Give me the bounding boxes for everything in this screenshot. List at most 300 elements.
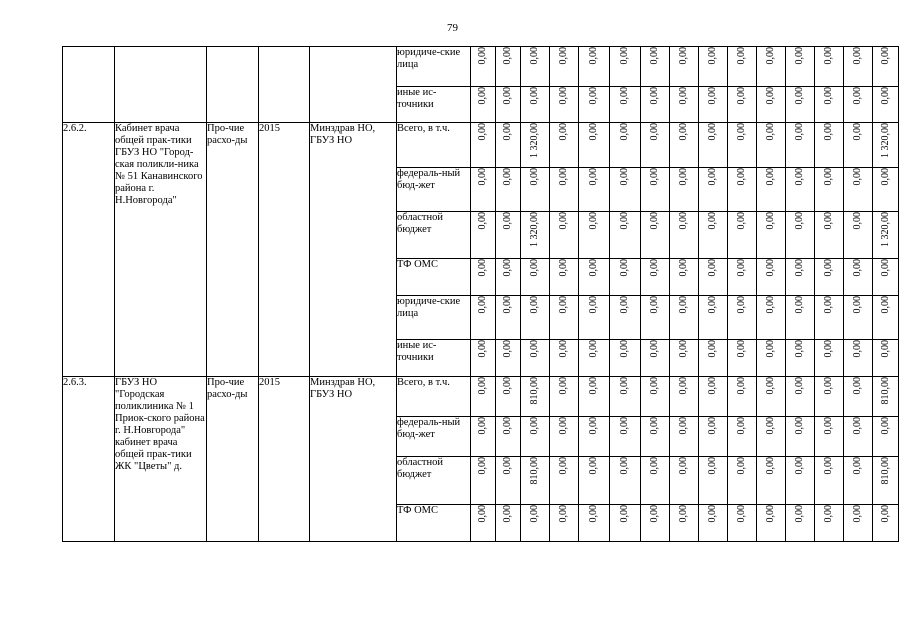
value-cell [670, 457, 699, 505]
value-cell [815, 340, 844, 377]
value-cell [699, 47, 728, 87]
value-text: 0,00 [558, 505, 569, 523]
item-name [115, 47, 207, 123]
value-text: 1 320,00 [879, 212, 891, 247]
value-cell [757, 505, 786, 542]
value-cell [471, 296, 496, 340]
value-text: 0,00 [558, 123, 569, 141]
value-cell [728, 168, 757, 212]
value-text: 0,00 [529, 296, 540, 314]
value-cell [728, 259, 757, 296]
item-code [63, 47, 115, 123]
value-text: 0,00 [879, 417, 891, 435]
value-cell [521, 168, 550, 212]
value-text: 0,00 [558, 259, 569, 277]
value-cell [670, 259, 699, 296]
value-cell [757, 259, 786, 296]
value-cell [471, 457, 496, 505]
value-text: 0,00 [678, 212, 689, 230]
value-cell [550, 377, 579, 417]
value-text: 0,00 [736, 457, 747, 475]
budget-table [62, 46, 899, 542]
value-text: 0,00 [588, 417, 599, 435]
value-cell [873, 417, 899, 457]
value-text: 0,00 [477, 259, 488, 277]
value-cell [786, 87, 815, 123]
value-text: 0,00 [529, 340, 540, 358]
value-text: 0,00 [619, 417, 630, 435]
value-text: 0,00 [707, 377, 718, 395]
value-cell [521, 47, 550, 87]
value-text: 0,00 [649, 457, 660, 475]
value-text: 0,00 [736, 296, 747, 314]
value-cell [844, 259, 873, 296]
value-text: 0,00 [649, 296, 660, 314]
value-cell [844, 340, 873, 377]
value-text: 1 320,00 [879, 123, 891, 158]
value-cell [670, 123, 699, 168]
value-text: 0,00 [852, 47, 863, 65]
value-cell [786, 168, 815, 212]
value-cell [641, 168, 670, 212]
value-text: 0,00 [879, 87, 891, 105]
value-cell [786, 296, 815, 340]
value-text: 0,00 [794, 259, 805, 277]
value-text: 0,00 [588, 87, 599, 105]
value-text: 0,00 [852, 296, 863, 314]
value-cell [579, 212, 610, 259]
value-cell [699, 123, 728, 168]
value-text: 0,00 [765, 259, 776, 277]
value-text: 0,00 [707, 259, 718, 277]
value-cell [550, 212, 579, 259]
value-text: 0,00 [823, 505, 834, 523]
value-text: 0,00 [502, 212, 513, 230]
value-text: 0,00 [879, 340, 891, 358]
value-cell [579, 505, 610, 542]
value-text: 0,00 [707, 87, 718, 105]
value-cell [844, 123, 873, 168]
value-text: 0,00 [477, 377, 488, 395]
value-text: 0,00 [477, 168, 488, 186]
value-cell [496, 296, 521, 340]
value-text: 0,00 [823, 47, 834, 65]
expense-type: Про-чие расхо-ды [207, 123, 259, 377]
funding-source: федераль-ный бюд-жет [397, 417, 471, 457]
value-cell [728, 340, 757, 377]
value-text: 0,00 [852, 87, 863, 105]
value-text: 0,00 [588, 259, 599, 277]
value-cell [496, 123, 521, 168]
item-year: 2015 [259, 123, 310, 377]
executor: Минздрав НО, ГБУЗ НО [310, 377, 397, 542]
value-text: 0,00 [852, 168, 863, 186]
value-cell [496, 505, 521, 542]
value-cell [844, 457, 873, 505]
value-cell [699, 505, 728, 542]
value-text: 0,00 [649, 87, 660, 105]
value-cell [844, 377, 873, 417]
value-text: 0,00 [588, 47, 599, 65]
value-cell [670, 168, 699, 212]
value-text: 0,00 [588, 212, 599, 230]
value-cell [728, 212, 757, 259]
value-text: 0,00 [879, 259, 891, 277]
value-text: 0,00 [502, 168, 513, 186]
value-cell [610, 505, 641, 542]
value-cell [815, 87, 844, 123]
value-cell [757, 296, 786, 340]
value-text: 0,00 [765, 87, 776, 105]
value-text: 0,00 [502, 87, 513, 105]
value-text: 0,00 [529, 87, 540, 105]
value-text: 0,00 [678, 296, 689, 314]
value-text: 0,00 [678, 377, 689, 395]
value-text: 0,00 [852, 123, 863, 141]
value-text: 0,00 [477, 505, 488, 523]
value-cell [610, 259, 641, 296]
value-cell [641, 457, 670, 505]
value-cell [873, 340, 899, 377]
value-cell [610, 340, 641, 377]
value-cell [728, 296, 757, 340]
value-cell [471, 168, 496, 212]
value-text: 0,00 [765, 505, 776, 523]
value-cell [786, 457, 815, 505]
value-text: 0,00 [588, 340, 599, 358]
value-text: 0,00 [823, 259, 834, 277]
value-cell [815, 457, 844, 505]
funding-source: областной бюджет [397, 457, 471, 505]
value-text: 0,00 [502, 259, 513, 277]
value-text: 0,00 [649, 340, 660, 358]
value-cell [496, 212, 521, 259]
value-cell [757, 377, 786, 417]
value-cell [496, 417, 521, 457]
value-cell [579, 259, 610, 296]
value-cell [550, 47, 579, 87]
value-text: 0,00 [879, 47, 891, 65]
value-cell [550, 296, 579, 340]
value-text: 0,00 [852, 377, 863, 395]
value-text: 0,00 [678, 417, 689, 435]
value-text: 1 320,00 [529, 123, 540, 158]
funding-source: Всего, в т.ч. [397, 123, 471, 168]
value-cell [550, 505, 579, 542]
funding-source: ТФ ОМС [397, 259, 471, 296]
value-text: 0,00 [619, 212, 630, 230]
value-cell [786, 417, 815, 457]
value-text: 0,00 [502, 377, 513, 395]
value-text: 0,00 [502, 47, 513, 65]
value-cell [728, 377, 757, 417]
value-text: 0,00 [477, 47, 488, 65]
value-text: 0,00 [794, 168, 805, 186]
value-cell [670, 505, 699, 542]
value-text: 0,00 [823, 212, 834, 230]
value-text: 0,00 [619, 457, 630, 475]
value-cell [728, 457, 757, 505]
value-cell [873, 259, 899, 296]
value-text: 0,00 [678, 457, 689, 475]
value-text: 0,00 [649, 123, 660, 141]
value-cell [873, 87, 899, 123]
value-text: 0,00 [794, 212, 805, 230]
value-text: 0,00 [879, 168, 891, 186]
value-text: 0,00 [678, 505, 689, 523]
value-text: 0,00 [678, 123, 689, 141]
funding-source: юридиче-ские лица [397, 47, 471, 87]
value-cell [757, 417, 786, 457]
value-cell [757, 87, 786, 123]
value-text: 0,00 [649, 259, 660, 277]
value-text: 0,00 [794, 417, 805, 435]
value-text: 0,00 [852, 457, 863, 475]
value-cell [786, 259, 815, 296]
value-text: 0,00 [477, 123, 488, 141]
value-text: 0,00 [502, 123, 513, 141]
value-text: 0,00 [619, 340, 630, 358]
value-text: 0,00 [736, 417, 747, 435]
value-cell [641, 505, 670, 542]
value-text: 0,00 [823, 457, 834, 475]
value-cell [641, 296, 670, 340]
item-code: 2.6.2. [63, 123, 115, 377]
value-text: 0,00 [678, 47, 689, 65]
value-text: 0,00 [558, 212, 569, 230]
value-cell [728, 505, 757, 542]
value-cell [579, 47, 610, 87]
value-text: 0,00 [794, 123, 805, 141]
value-cell [550, 340, 579, 377]
value-text: 0,00 [588, 457, 599, 475]
value-text: 0,00 [619, 296, 630, 314]
value-cell [471, 259, 496, 296]
value-text: 0,00 [678, 87, 689, 105]
value-text: 0,00 [649, 212, 660, 230]
value-cell [521, 123, 550, 168]
value-text: 0,00 [477, 87, 488, 105]
value-text: 0,00 [588, 377, 599, 395]
value-text: 0,00 [736, 123, 747, 141]
value-text: 0,00 [852, 212, 863, 230]
value-text: 0,00 [879, 296, 891, 314]
value-cell [815, 47, 844, 87]
value-text: 0,00 [707, 296, 718, 314]
value-text: 0,00 [765, 123, 776, 141]
value-text: 0,00 [794, 296, 805, 314]
value-cell [521, 87, 550, 123]
value-cell [579, 417, 610, 457]
value-cell [496, 259, 521, 296]
value-cell [579, 296, 610, 340]
value-text: 0,00 [678, 259, 689, 277]
value-text: 810,00 [529, 457, 540, 485]
value-text: 0,00 [588, 123, 599, 141]
value-text: 0,00 [588, 505, 599, 523]
funding-source: юридиче-ские лица [397, 296, 471, 340]
value-cell [471, 212, 496, 259]
value-text: 0,00 [502, 457, 513, 475]
value-cell [579, 457, 610, 505]
value-text: 0,00 [529, 417, 540, 435]
value-text: 0,00 [558, 168, 569, 186]
value-cell [699, 457, 728, 505]
value-cell [641, 377, 670, 417]
value-text: 0,00 [707, 457, 718, 475]
value-text: 0,00 [823, 296, 834, 314]
value-cell [641, 87, 670, 123]
value-text: 0,00 [852, 505, 863, 523]
value-text: 0,00 [765, 212, 776, 230]
funding-source: федераль-ный бюд-жет [397, 168, 471, 212]
value-text: 0,00 [558, 377, 569, 395]
value-text: 0,00 [736, 47, 747, 65]
value-text: 0,00 [879, 505, 891, 523]
value-text: 0,00 [477, 457, 488, 475]
value-text: 0,00 [502, 340, 513, 358]
value-text: 0,00 [765, 457, 776, 475]
value-cell [579, 340, 610, 377]
value-cell [550, 457, 579, 505]
value-cell [699, 417, 728, 457]
value-cell [610, 168, 641, 212]
value-text: 0,00 [588, 168, 599, 186]
value-cell [641, 47, 670, 87]
value-text: 810,00 [529, 377, 540, 405]
value-text: 0,00 [794, 87, 805, 105]
value-cell [757, 340, 786, 377]
page-number: 79 [447, 22, 458, 34]
executor: Минздрав НО, ГБУЗ НО [310, 123, 397, 377]
value-cell [699, 168, 728, 212]
value-text: 0,00 [477, 212, 488, 230]
table-row [63, 377, 899, 417]
value-cell [670, 296, 699, 340]
value-text: 0,00 [765, 340, 776, 358]
value-cell [496, 87, 521, 123]
value-text: 0,00 [707, 123, 718, 141]
value-cell [873, 212, 899, 259]
value-cell [471, 377, 496, 417]
value-text: 0,00 [736, 377, 747, 395]
value-text: 0,00 [823, 168, 834, 186]
value-cell [873, 457, 899, 505]
value-cell [521, 377, 550, 417]
value-text: 0,00 [619, 168, 630, 186]
value-cell [521, 340, 550, 377]
value-cell [610, 457, 641, 505]
value-text: 810,00 [879, 457, 891, 485]
value-cell [670, 417, 699, 457]
value-text: 0,00 [619, 87, 630, 105]
value-text: 0,00 [502, 417, 513, 435]
value-cell [496, 457, 521, 505]
value-text: 0,00 [707, 505, 718, 523]
value-cell [786, 47, 815, 87]
value-cell [550, 123, 579, 168]
value-cell [610, 377, 641, 417]
table-row [63, 123, 899, 168]
value-cell [728, 87, 757, 123]
value-text: 0,00 [558, 340, 569, 358]
value-cell [757, 457, 786, 505]
value-text: 0,00 [678, 168, 689, 186]
value-cell [786, 212, 815, 259]
value-cell [873, 123, 899, 168]
value-text: 0,00 [794, 47, 805, 65]
value-text: 0,00 [794, 377, 805, 395]
value-cell [757, 47, 786, 87]
value-cell [471, 123, 496, 168]
value-cell [610, 47, 641, 87]
value-cell [815, 377, 844, 417]
value-text: 1 320,00 [529, 212, 540, 247]
value-text: 0,00 [765, 47, 776, 65]
value-text: 0,00 [502, 296, 513, 314]
value-text: 0,00 [588, 296, 599, 314]
value-text: 0,00 [649, 168, 660, 186]
item-code: 2.6.3. [63, 377, 115, 542]
value-cell [641, 340, 670, 377]
expense-type: Про-чие расхо-ды [207, 377, 259, 542]
value-cell [670, 87, 699, 123]
value-cell [815, 259, 844, 296]
value-text: 0,00 [823, 340, 834, 358]
funding-source: ТФ ОМС [397, 505, 471, 542]
value-cell [579, 377, 610, 417]
value-cell [471, 505, 496, 542]
value-text: 0,00 [736, 212, 747, 230]
value-cell [550, 87, 579, 123]
table-row [63, 47, 899, 87]
value-cell [728, 123, 757, 168]
value-cell [610, 417, 641, 457]
funding-source: Всего, в т.ч. [397, 377, 471, 417]
value-text: 0,00 [649, 377, 660, 395]
value-text: 0,00 [794, 457, 805, 475]
value-cell [550, 168, 579, 212]
value-cell [641, 212, 670, 259]
value-text: 0,00 [619, 47, 630, 65]
value-text: 0,00 [765, 168, 776, 186]
value-cell [844, 417, 873, 457]
value-cell [641, 259, 670, 296]
value-cell [521, 296, 550, 340]
value-cell [786, 340, 815, 377]
value-cell [786, 505, 815, 542]
funding-source: иные ис-точники [397, 87, 471, 123]
value-cell [610, 87, 641, 123]
expense-type [207, 47, 259, 123]
value-text: 0,00 [707, 168, 718, 186]
value-text: 0,00 [558, 47, 569, 65]
value-cell [550, 417, 579, 457]
value-cell [496, 47, 521, 87]
value-text: 0,00 [678, 340, 689, 358]
value-cell [641, 417, 670, 457]
value-cell [699, 377, 728, 417]
value-cell [873, 377, 899, 417]
value-cell [699, 340, 728, 377]
value-text: 0,00 [619, 123, 630, 141]
value-cell [579, 123, 610, 168]
value-cell [521, 457, 550, 505]
value-cell [471, 47, 496, 87]
value-text: 0,00 [619, 505, 630, 523]
value-text: 0,00 [707, 417, 718, 435]
value-cell [844, 168, 873, 212]
